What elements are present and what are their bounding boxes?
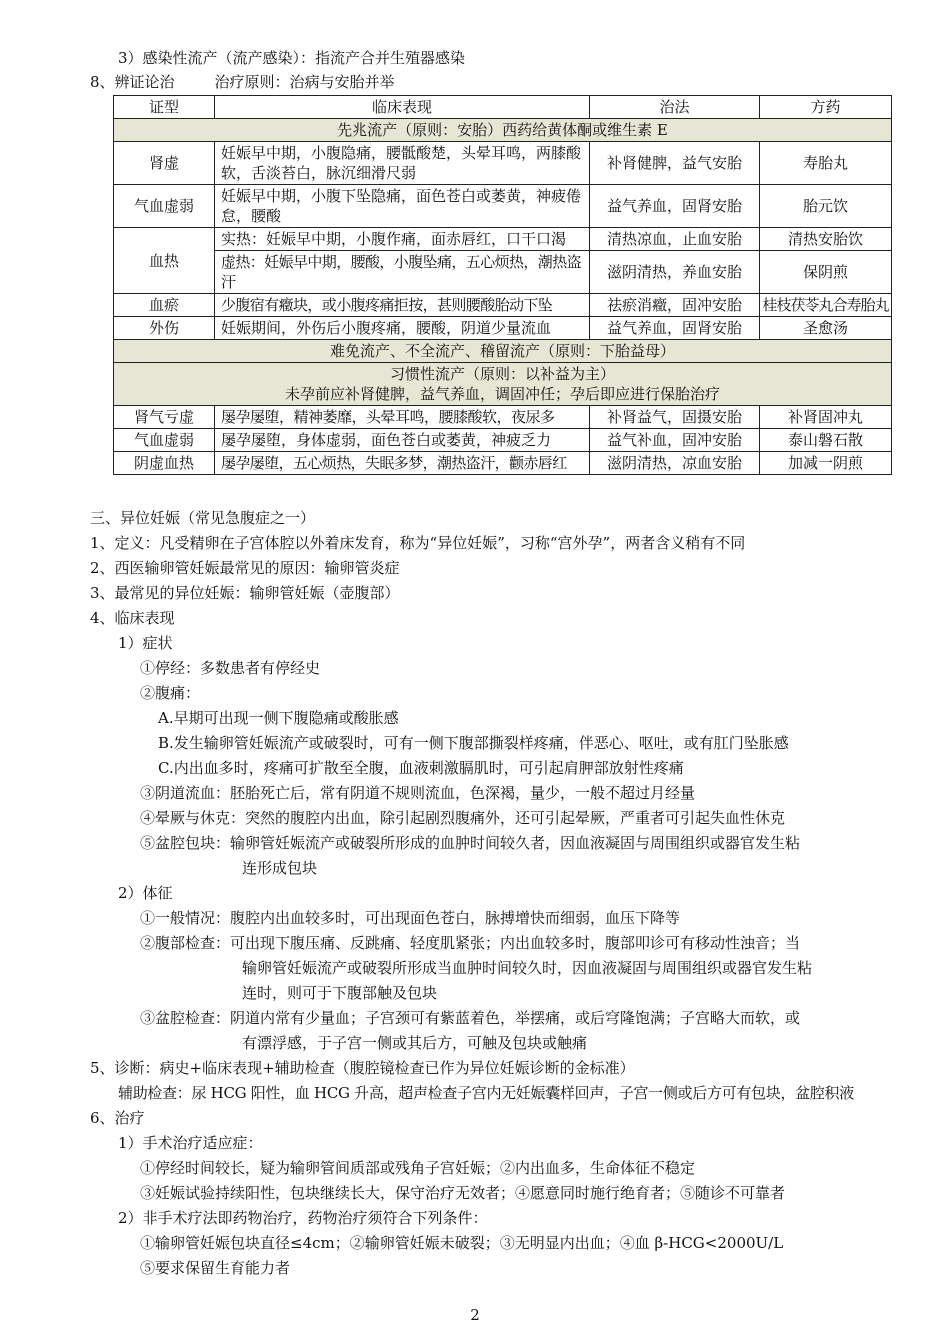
section-row xyxy=(114,119,892,142)
medication-condition-2: ⑤要求保留生育能力者 xyxy=(140,1259,291,1277)
cell-type: 外伤 xyxy=(114,317,215,340)
table-row xyxy=(114,251,892,294)
table-row xyxy=(114,429,892,452)
cell-method: 祛瘀消癥，固冲安胎 xyxy=(590,294,760,317)
section-title xyxy=(114,363,892,406)
cell-formula: 寿胎丸 xyxy=(760,142,892,185)
cell-symptoms: 妊娠早中期，小腹下坠隐痛，面色苍白或萎黄，神疲倦怠，腰酸 xyxy=(215,185,590,228)
cell-type: 阴虚血热 xyxy=(114,452,215,475)
cell-method: 补肾健脾，益气安胎 xyxy=(590,142,760,185)
section-row xyxy=(114,340,892,363)
cell-type: 肾气亏虚 xyxy=(114,406,215,429)
table-row xyxy=(114,317,892,340)
diagnosis-line: 5、诊断：病史+临床表现+辅助检查（腹腔镜检查已作为异位妊娠诊断的金标准） xyxy=(90,1059,635,1077)
sign-general: ①一般情况：腹腔内出血较多时，可出现面色苍白，脉搏增快而细弱，血压下降等 xyxy=(140,909,681,927)
cell-formula: 补肾固冲丸 xyxy=(760,406,892,429)
symptom-pelvic-mass-cont: 连形成包块 xyxy=(242,859,318,877)
sign-abdominal-cont: 输卵管妊娠流产或破裂所形成当血肿时间较久时，因血液凝固与周围组织或器官发生粘 xyxy=(242,959,813,977)
cell-type: 血热 xyxy=(114,228,215,294)
table-row xyxy=(114,142,892,185)
cell-symptoms: 屡孕屡堕，身体虚弱，面色苍白或萎黄，神疲乏力 xyxy=(215,429,590,452)
pain-item-c: C.内出血多时，疼痛可扩散至全腹，血液刺激膈肌时，可引起肩胛部放射性疼痛 xyxy=(158,759,684,777)
cell-symptoms: 少腹宿有癥块，或小腹疼痛拒按，甚则腰酸胎动下坠 xyxy=(215,294,590,317)
cell-type: 气血虚弱 xyxy=(114,429,215,452)
cell-type: 血瘀 xyxy=(114,294,215,317)
cell-method: 补肾益气，固摄安胎 xyxy=(590,406,760,429)
cell-formula: 圣愈汤 xyxy=(760,317,892,340)
cell-method: 滋阴清热，养血安胎 xyxy=(590,251,760,294)
cell-method: 清热凉血，止血安胎 xyxy=(590,228,760,251)
cell-symptoms: 屡孕屡堕，五心烦热，失眠多梦，潮热盗汗，颧赤唇红 xyxy=(215,452,590,475)
clinical-heading: 4、临床表现 xyxy=(90,609,175,627)
cell-method: 益气补血，固冲安胎 xyxy=(590,429,760,452)
section-row xyxy=(114,363,892,406)
treatment-heading: 6、治疗 xyxy=(90,1109,145,1127)
cell-formula: 桂枝茯苓丸合寿胎丸 xyxy=(760,294,892,317)
pain-item-b: B.发生输卵管妊娠流产或破裂时，可有一侧下腹部撕裂样疼痛，伴恶心、呕吐，或有肛门坠胀感 xyxy=(158,734,789,752)
sign-abdominal: ②腹部检查：可出现下腹压痛、反跳痛、轻度肌紧张；内出血较多时，腹部叩诊可有移动性浊音；当 xyxy=(140,934,801,952)
section-title: 难免流产、不全流产、稽留流产（原则：下胎益母） xyxy=(114,340,892,363)
surgery-indication-1: ①停经时间较长，疑为输卵管间质部或残角子宫妊娠；②内出血多，生命体征不稳定 xyxy=(140,1159,696,1177)
sign-pelvic: ③盆腔检查：阴道内常有少量血；子宫颈可有紫蓝着色，举摆痛，或后穹隆饱满；子宫略大而软，或 xyxy=(140,1009,801,1027)
treatment-table xyxy=(113,95,892,475)
cell-formula: 泰山磐石散 xyxy=(760,429,892,452)
table-row xyxy=(114,228,892,251)
cell-symptoms: 虚热：妊娠早中期，腰酸，小腹坠痛，五心烦热，潮热盗汗 xyxy=(215,251,590,294)
symptoms-heading: 1）症状 xyxy=(118,634,173,652)
medication-condition-1: ①输卵管妊娠包块直径≤4cm；②输卵管妊娠未破裂；③无明显内出血；④血 β-HCG<2000U/L xyxy=(140,1234,784,1252)
sign-abdominal-cont2: 连时，则可于下腹部触及包块 xyxy=(242,984,438,1002)
cell-method: 益气养血，固肾安胎 xyxy=(590,185,760,228)
auxiliary-exam-line: 辅助检查：尿 HCG 阳性，血 HCG 升高，超声检查子宫内无妊娠囊样回声，子宫一侧或后方可有包块，盆腔积液 xyxy=(118,1084,854,1102)
page-number: 2 xyxy=(470,1306,480,1324)
cell-method: 滋阴清热，凉血安胎 xyxy=(590,452,760,475)
cell-method: 益气养血，固肾安胎 xyxy=(590,317,760,340)
common-site-line: 3、最常见的异位妊娠：输卵管妊娠（壶腹部） xyxy=(90,584,400,602)
cause-line: 2、西医输卵管妊娠最常见的原因：输卵管炎症 xyxy=(90,559,400,577)
section-title: 先兆流产（原则：安胎）西药给黄体酮或维生素 E xyxy=(114,119,892,142)
medication-heading: 2）非手术疗法即药物治疗，药物治疗须符合下列条件： xyxy=(118,1209,488,1227)
cell-formula: 保阴煎 xyxy=(760,251,892,294)
infection-abortion-line: 3）感染性流产（流产感染）：指流产合并生殖器感染 xyxy=(118,49,466,67)
col-header: 方药 xyxy=(760,96,892,119)
table-row xyxy=(114,185,892,228)
symptom-shock: ④晕厥与休克：突然的腹腔内出血，除引起剧烈腹痛外，还可引起晕厥，严重者可引起失血性休克 xyxy=(140,809,786,827)
table-header-row xyxy=(114,96,892,119)
signs-heading: 2）体征 xyxy=(118,884,173,902)
cell-symptoms: 妊娠期间，外伤后小腹疼痛，腰酸，阴道少量流血 xyxy=(215,317,590,340)
section-8-label: 8、辨证论治 xyxy=(90,73,175,91)
section-8-principle: 治疗原则：治病与安胎并举 xyxy=(214,73,395,91)
cell-formula: 加减一阴煎 xyxy=(760,452,892,475)
table-row xyxy=(114,452,892,475)
symptom-bleeding: ③阴道流血：胚胎死亡后，常有阴道不规则流血，色深褐，量少，一般不超过月经量 xyxy=(140,784,696,802)
surgery-indication-2: ③妊娠试验持续阳性，包块继续长大，保守治疗无效者；④愿意同时施行绝育者；⑤随诊不可靠者 xyxy=(140,1184,786,1202)
cell-formula: 清热安胎饮 xyxy=(760,228,892,251)
sign-pelvic-cont: 有漂浮感，于子宫一侧或其后方，可触及包块或触痛 xyxy=(242,1034,588,1052)
surgery-indications-heading: 1）手术治疗适应症： xyxy=(118,1134,263,1152)
col-header: 证型 xyxy=(114,96,215,119)
col-header: 治法 xyxy=(590,96,760,119)
table-row xyxy=(114,294,892,317)
cell-symptoms: 妊娠早中期，小腹隐痛，腰骶酸楚，头晕耳鸣，两膝酸软，舌淡苔白，脉沉细滑尺弱 xyxy=(215,142,590,185)
cell-symptoms: 屡孕屡堕，精神萎靡，头晕耳鸣，腰膝酸软，夜尿多 xyxy=(215,406,590,429)
section-title-line: 习惯性流产（原则：以补益为主） xyxy=(389,365,615,383)
cell-type: 气血虚弱 xyxy=(114,185,215,228)
pain-item-a: A.早期可出现一侧下腹隐痛或酸胀感 xyxy=(158,709,399,727)
cell-formula: 胎元饮 xyxy=(760,185,892,228)
section-3-heading: 三、异位妊娠（常见急腹症之一） xyxy=(90,509,316,527)
table-row xyxy=(114,406,892,429)
section-8-heading xyxy=(90,72,395,92)
symptom-amenorrhea: ①停经：多数患者有停经史 xyxy=(140,659,321,677)
cell-symptoms: 实热：妊娠早中期，小腹作痛，面赤唇红，口干口渴 xyxy=(215,228,590,251)
symptom-abdominal-pain: ②腹痛： xyxy=(140,684,201,702)
col-header: 临床表现 xyxy=(215,96,590,119)
section-title-line: 未孕前应补肾健脾，益气养血，调固冲任；孕后即应进行保胎治疗 xyxy=(284,385,720,403)
definition-line: 1、定义：凡受精卵在子宫体腔以外着床发育，称为“异位妊娠”，习称“宫外孕”，两者含义稍有不同 xyxy=(90,534,746,552)
cell-type: 肾虚 xyxy=(114,142,215,185)
symptom-pelvic-mass: ⑤盆腔包块：输卵管妊娠流产或破裂所形成的血肿时间较久者，因血液凝固与周围组织或器官发生粘 xyxy=(140,834,801,852)
